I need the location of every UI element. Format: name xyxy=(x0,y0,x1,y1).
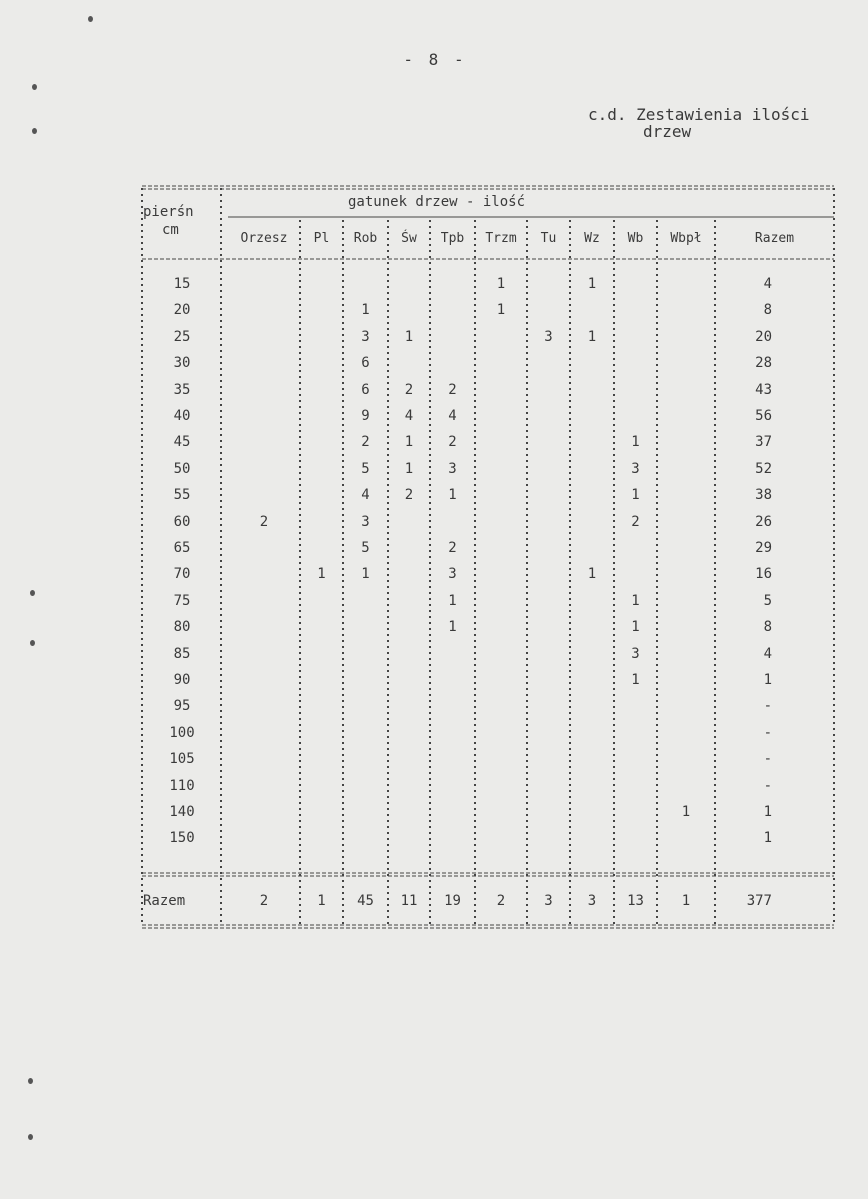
count-cell: 1 xyxy=(631,434,640,451)
count-cell: 1 xyxy=(404,328,414,345)
diameter-unit-header: cm xyxy=(162,222,179,238)
count-cell: 4 xyxy=(361,487,370,504)
diameter-cell: 75 xyxy=(173,592,191,609)
diameter-cell: 55 xyxy=(173,487,191,504)
total-cell: 1 xyxy=(681,893,691,909)
diameter-cell: 20 xyxy=(173,302,191,319)
row-total-cell: 52 xyxy=(755,460,772,477)
count-cell: 3 xyxy=(544,328,553,345)
count-cell: 1 xyxy=(404,460,414,477)
row-total-cell: 4 xyxy=(763,276,772,292)
count-cell: 1 xyxy=(631,672,640,688)
total-cell: 13 xyxy=(627,893,644,909)
count-cell: 6 xyxy=(361,381,370,398)
row-total-cell: - xyxy=(763,698,772,715)
diameter-cell: 90 xyxy=(173,672,191,688)
diameter-cell: 60 xyxy=(173,513,191,530)
total-row-label: Razem xyxy=(143,893,186,909)
diameter-cell: 15 xyxy=(173,276,191,292)
diameter-cell: 50 xyxy=(173,460,191,477)
count-cell: 1 xyxy=(317,566,326,583)
row-total-cell: 1 xyxy=(763,830,772,847)
column-header: Wb xyxy=(627,231,644,246)
diameter-cell: 65 xyxy=(173,540,191,556)
row-total-cell: 5 xyxy=(763,592,772,609)
count-cell: 1 xyxy=(448,619,457,636)
diameter-cell: 25 xyxy=(173,328,191,345)
heading-line-1: c.d. Zestawienia ilości xyxy=(588,105,810,124)
count-cell: 1 xyxy=(631,619,640,636)
count-cell: 2 xyxy=(448,434,457,451)
count-cell: 5 xyxy=(361,540,370,556)
count-cell: 3 xyxy=(361,513,370,530)
row-total-cell: 8 xyxy=(763,619,772,636)
count-cell: 1 xyxy=(448,592,457,609)
count-cell: 1 xyxy=(681,804,691,820)
diameter-cell: 30 xyxy=(173,355,191,372)
diameter-cell: 40 xyxy=(173,408,191,424)
row-total-cell: 16 xyxy=(755,566,772,583)
row-total-cell: 20 xyxy=(755,328,772,345)
count-cell: 9 xyxy=(361,408,370,424)
count-cell: 3 xyxy=(448,460,457,477)
count-cell: 2 xyxy=(448,381,457,398)
count-cell: 1 xyxy=(587,328,597,345)
row-total-cell: 8 xyxy=(763,302,772,319)
count-cell: 1 xyxy=(587,276,597,292)
column-header: Rob xyxy=(353,231,378,246)
column-header: Tu xyxy=(540,231,557,246)
count-cell: 1 xyxy=(404,434,414,451)
count-cell: 2 xyxy=(259,513,269,530)
diameter-cell: 100 xyxy=(169,724,195,741)
column-header: Razem xyxy=(754,231,795,246)
column-header: Wbpł xyxy=(670,231,702,246)
count-cell: 4 xyxy=(404,408,414,424)
total-cell: 2 xyxy=(259,893,269,909)
row-total-cell: 29 xyxy=(755,540,772,556)
total-cell: 1 xyxy=(317,893,326,909)
count-cell: 2 xyxy=(448,540,457,556)
count-cell: 3 xyxy=(361,328,370,345)
count-cell: 2 xyxy=(404,381,414,398)
grand-total-cell: 377 xyxy=(746,893,772,909)
count-cell: 1 xyxy=(361,302,370,319)
species-group-header: gatunek drzew - ilość xyxy=(348,194,526,210)
count-cell: 1 xyxy=(587,566,597,583)
column-header: Orzesz xyxy=(240,231,288,246)
count-cell: 2 xyxy=(361,434,370,451)
diameter-cell: 110 xyxy=(169,777,195,794)
row-total-cell: 4 xyxy=(763,645,772,662)
column-header: Trzm xyxy=(485,231,517,246)
row-total-cell: 37 xyxy=(755,434,772,451)
count-cell: 3 xyxy=(631,645,640,662)
diameter-cell: 45 xyxy=(173,434,191,451)
diameter-cell: 70 xyxy=(173,566,191,583)
diameter-cell: 140 xyxy=(169,804,195,820)
total-cell: 3 xyxy=(587,893,597,909)
row-total-cell: - xyxy=(763,751,772,768)
count-cell: 1 xyxy=(496,276,506,292)
column-header: Wz xyxy=(584,231,600,246)
row-total-cell: - xyxy=(763,777,772,794)
row-total-cell: 26 xyxy=(755,513,772,530)
count-cell: 2 xyxy=(404,487,414,504)
count-cell: 1 xyxy=(496,302,506,319)
diameter-header: pierśn xyxy=(143,204,194,220)
diameter-cell: 80 xyxy=(173,619,191,636)
count-cell: 1 xyxy=(631,487,640,504)
column-header: Tpb xyxy=(440,231,465,246)
row-total-cell: 43 xyxy=(755,381,772,398)
row-total-cell: - xyxy=(763,724,772,741)
row-total-cell: 28 xyxy=(755,355,772,372)
count-cell: 2 xyxy=(631,513,640,530)
count-cell: 6 xyxy=(361,355,370,372)
total-cell: 45 xyxy=(357,893,374,909)
count-cell: 3 xyxy=(448,566,457,583)
column-header: Pl xyxy=(313,231,330,246)
diameter-cell: 35 xyxy=(173,381,191,398)
page-number: - 8 - xyxy=(403,50,467,69)
count-cell: 1 xyxy=(448,487,457,504)
diameter-cell: 85 xyxy=(173,645,191,662)
count-cell: 5 xyxy=(361,460,370,477)
count-cell: 3 xyxy=(631,460,640,477)
column-header: Św xyxy=(401,231,417,246)
total-cell: 11 xyxy=(400,893,418,909)
row-total-cell: 38 xyxy=(755,487,772,504)
diameter-cell: 95 xyxy=(173,698,191,715)
total-cell: 2 xyxy=(496,893,506,909)
diameter-cell: 150 xyxy=(169,830,195,847)
total-cell: 19 xyxy=(444,893,461,909)
row-total-cell: 1 xyxy=(763,804,772,820)
total-cell: 3 xyxy=(544,893,553,909)
count-cell: 4 xyxy=(448,408,457,424)
count-cell: 1 xyxy=(631,592,640,609)
row-total-cell: 1 xyxy=(763,672,772,688)
diameter-cell: 105 xyxy=(169,751,195,768)
heading-line-2: drzew xyxy=(643,122,692,141)
count-cell: 1 xyxy=(361,566,370,583)
row-total-cell: 56 xyxy=(755,408,772,424)
